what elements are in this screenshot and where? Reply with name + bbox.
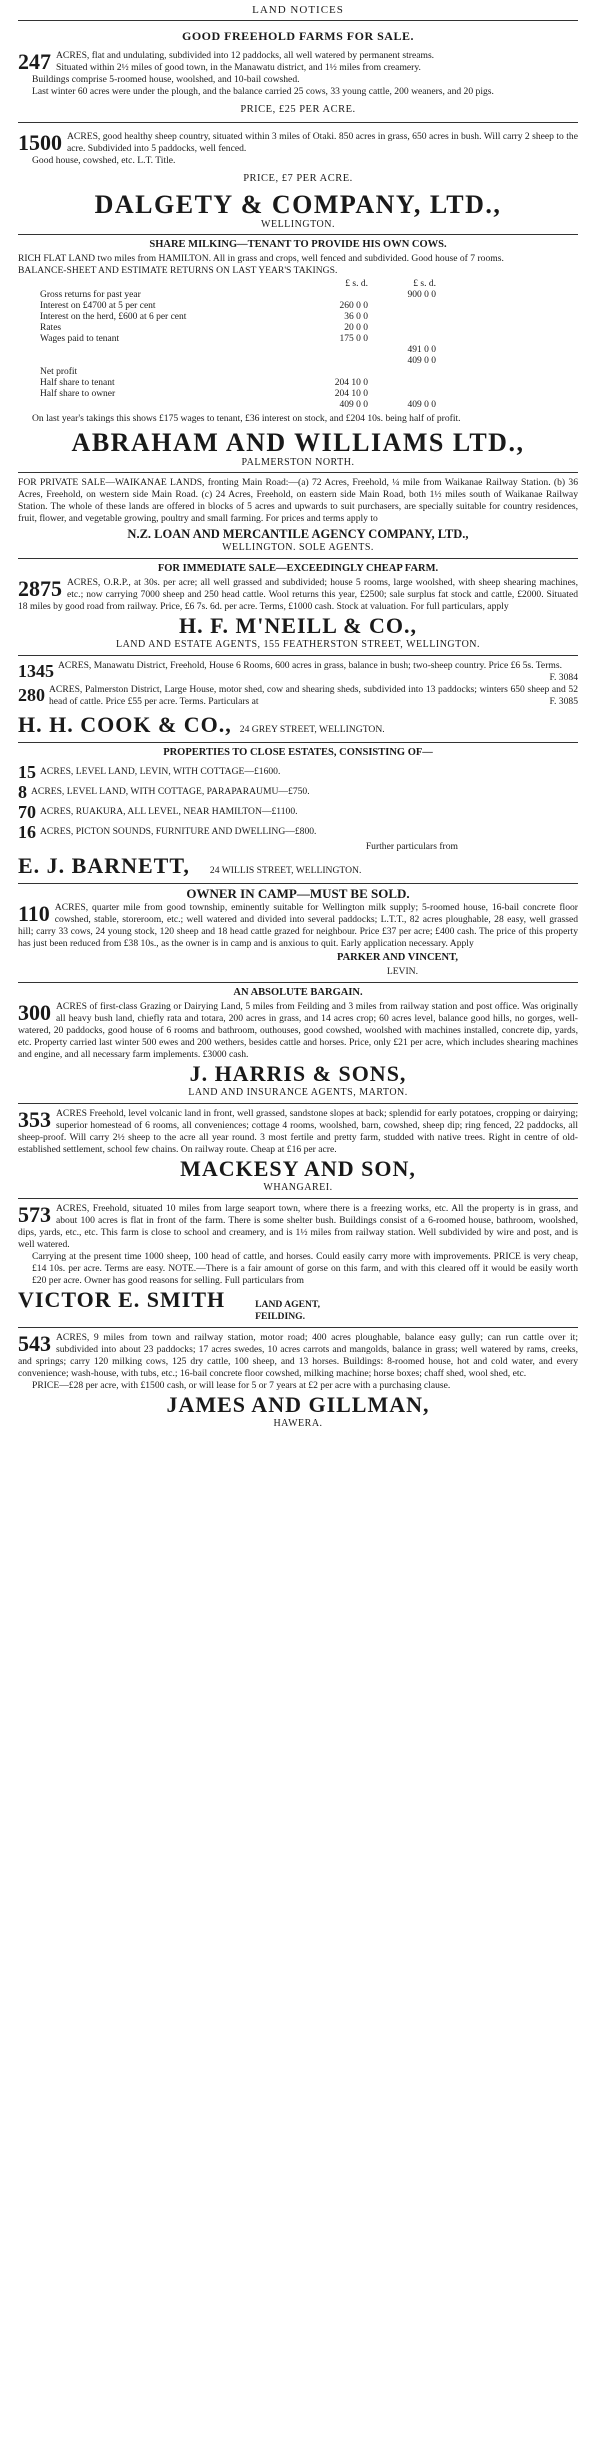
- ad-heading: SHARE MILKING—TENANT TO PROVIDE HIS OWN COWS.: [149, 239, 447, 250]
- table-row: Rates 20 0 0: [40, 323, 368, 333]
- list-item: 15 ACRES, LEVEL LAND, LEVIN, WITH COTTAGE—£1600.: [18, 762, 281, 782]
- ad-text: Good house, cowshed, etc. L.T. Title.: [32, 155, 176, 166]
- ad-text: Situated within 2½ miles of good town, in the Manawatu district, and 1½ miles from creamery.: [56, 62, 421, 73]
- listing-1345: [18, 660, 578, 684]
- ad-text: RICH FLAT LAND two miles from HAMILTON. All in grass and crops, well fenced and subdivided. Good house of 7 rooms.: [18, 253, 504, 264]
- acreage-number: 353: [18, 1107, 51, 1132]
- acreage-number: 1345: [18, 661, 54, 681]
- acreage-number: 247: [18, 49, 51, 74]
- agent-name: H. H. COOK & CO.,: [18, 712, 232, 737]
- acreage-number: 280: [18, 685, 45, 705]
- ad-price: PRICE—£28 per acre, with £1500 cash, or will lease for 5 or 7 years at £2 per acre with a purchasing clause.: [32, 1380, 451, 1391]
- ad-text: ACRES, Freehold, situated 10 miles from large seaport town, where there is a freezing works, etc. All the property is in grass, and about 100 acres is flat in front of the farm. There is some shelter bush. Buildings consist of a 6-roomed house, bathroom, woolshed, dips, yards, etc., etc. This farm is close to school and creamery, and is 1½ miles from railway station. Well subdivided by wire and post, and is well watered.: [18, 1203, 578, 1250]
- divider: [18, 1327, 578, 1328]
- agent-name: PARKER AND VINCENT,: [336, 952, 458, 963]
- divider: [18, 982, 578, 983]
- agent-place: WELLINGTON.: [261, 219, 335, 230]
- agent-name: ABRAHAM AND WILLIAMS LTD.,: [71, 428, 525, 457]
- ad-waikanae-lands: [18, 477, 578, 554]
- ad-text: Carrying at the present time 1000 sheep, 100 head of cattle, and horses. Could easily carry more with improvements. PRICE is very cheap, £14 10s. per acre. Terms are easy. NOTE.—There is a fair amount of gorse on this farm, and with this cleared off it would be easily worth £20 per acre. Owner has good reasons for selling. Full particulars from: [32, 1251, 578, 1286]
- ad-text: ACRES, 9 miles from town and railway station, motor road; 400 acres ploughable, balance easy gully; can run cattle over it; subdivided into about 23 paddocks; 17 acres swedes, 10 acres carrots and mangolds, balance in grass; well watered by rams, creeks, and springs; carry 120 milking cows, 125 dry cattle, 100 sheep, and 13 horses. Buildings: 8-roomed house, hot and cold water, and every convenience; wash-house, with tubs, etc.; 16-bail concrete floor cowshed, milking machine; horse boxes; chaff shed, wool shed, etc.: [18, 1332, 578, 1379]
- agent-place: WELLINGTON. SOLE AGENTS.: [222, 542, 374, 553]
- ad-text: ACRES, Manawatu District, Freehold, House 6 Rooms, 600 acres in grass, balance in bush; two-sheep country. Price £6 5s. Terms.: [58, 660, 562, 671]
- divider: [18, 883, 578, 884]
- ad-absolute-bargain: [18, 987, 578, 1099]
- currency-header: £ s. d.: [413, 279, 436, 289]
- ad-heading: AN ABSOLUTE BARGAIN.: [233, 987, 363, 998]
- divider: [18, 472, 578, 473]
- ad-cook-properties: [18, 660, 578, 738]
- table-row: Half share to tenant 204 10 0: [40, 378, 368, 388]
- agent-place: FEILDING.: [255, 1311, 305, 1322]
- ad-text: On last year's takings this shows £175 wages to tenant, £36 interest on stock, and £204 10s. being half of profit.: [32, 413, 461, 424]
- ad-1500-acres: [18, 131, 578, 185]
- ad-text: ACRES, good healthy sheep country, situated within 3 miles of Otaki. 850 acres in grass, 650 acres in bush. Will carry 2 sheep to the acre. Subdivided into 5 paddocks, well fenced.: [67, 131, 578, 154]
- ad-close-estates: [18, 747, 578, 879]
- reference-number: F. 3085: [549, 696, 578, 707]
- agent-name: J. HARRIS & SONS,: [189, 1061, 407, 1086]
- ad-text: ACRES, O.R.P., at 30s. per acre; all well grassed and subdivided; house 5 rooms, large woolshed, with sheep shearing machines, etc.; now carrying 7000 sheep and 250 head cattle. Wool returns this year, £2500; sale surplus fat stock and cattle, £2000. Situated 18 miles by good road from railway. Price, £6 7s. 6d. per acre. Terms, £1000 cash. Stock at valuation. For full particulars, apply: [18, 577, 578, 612]
- acreage-number: 573: [18, 1202, 51, 1227]
- ad-2875-acres: [18, 563, 578, 651]
- acreage-number: 300: [18, 1000, 51, 1025]
- agent-place: WHANGAREI.: [263, 1182, 333, 1193]
- agent-place: LAND AND ESTATE AGENTS, 155 FEATHERSTON STREET, WELLINGTON.: [115, 639, 481, 650]
- agent-name: E. J. BARNETT,: [18, 853, 190, 878]
- agent-name: DALGETY & COMPANY, LTD.,: [94, 190, 502, 219]
- divider: [18, 1103, 578, 1104]
- table-row: Wages paid to tenant 175 0 0: [40, 334, 368, 344]
- acreage-number: 543: [18, 1331, 51, 1356]
- agent-place: HAWERA.: [273, 1418, 323, 1429]
- acreage-number: 1500: [18, 130, 62, 155]
- ad-573-acres: [18, 1203, 578, 1323]
- divider: [18, 558, 578, 559]
- divider: [18, 1198, 578, 1199]
- ad-353-acres: [18, 1108, 578, 1194]
- ad-247-acres: [18, 50, 578, 116]
- divider: [18, 122, 578, 123]
- further-particulars: Further particulars from: [365, 841, 458, 852]
- table-row: 409 0 0 409 0 0: [339, 400, 436, 410]
- agent-name: H. F. M'NEILL & CO.,: [179, 613, 417, 638]
- newspaper-page: [18, 0, 578, 2443]
- section-title: GOOD FREEHOLD FARMS FOR SALE.: [182, 29, 414, 43]
- ad-text: Buildings comprise 5-roomed house, woolshed, and 10-bail cowshed.: [32, 74, 300, 85]
- agent-place: PALMERSTON NORTH.: [241, 457, 355, 468]
- ad-heading: OWNER IN CAMP—MUST BE SOLD.: [186, 886, 410, 901]
- list-item: 16 ACRES, PICTON SOUNDS, FURNITURE AND DWELLING—£800.: [18, 822, 317, 842]
- ad-text: Last winter 60 acres were under the plough, and the balance carried 25 cows, 33 young cattle, 200 weaners, and 20 pigs.: [32, 86, 494, 97]
- ad-text: ACRES of first-class Grazing or Dairying Land, 5 miles from Feilding and 3 miles from railway station and post office. Was originally all heavy bush land, chiefly rata and totara, 200 acres in grass, and 14 acres crop; 60 acres level, balance good hills, no gorges, well-watered, 20 paddocks, good house of 6 rooms and bathroom, outhouses, good cowshed, woolshed with machines installed, concrete dip, yards, etc. Property carried last winter 500 ewes and 200 wethers, besides cattle and horses. Price, only £21 per acre, which includes shearing machines and engine, and all necessary farm implements. £3000 cash.: [18, 1001, 578, 1060]
- divider: [18, 655, 578, 656]
- agent-place: LAND AND INSURANCE AGENTS, MARTON.: [188, 1087, 408, 1098]
- agent-name: MACKESY AND SON,: [180, 1156, 416, 1181]
- reference-number: F. 3084: [549, 672, 578, 683]
- price: PRICE, £7 PER ACRE.: [243, 173, 353, 184]
- table-row: Interest on the herd, £600 at 6 per cent 36 0 0: [40, 312, 368, 322]
- ad-543-acres: [18, 1332, 578, 1430]
- ad-text: FOR PRIVATE SALE—WAIKANAE LANDS, fronting Main Road:—(a) 72 Acres, Freehold, ¼ mile from Waikanae Railway Station. (b) 36 Acres, Freehold, on western side Main Road. (c) 24 Acres, Freehold, on eastern side Main Road, both 1½ miles south of Waikanae Railway Station. The whole of these lands are offered in blocks of 5 acres and upwards to suit purchasers, are specially suitable for country residences, fruit, flower, and vegetable growing, poultry and small farming. For prices and terms apply to: [18, 477, 578, 524]
- divider: [18, 20, 578, 21]
- table-row: Gross returns for past year 900 0 0: [40, 290, 436, 300]
- table-row: Interest on £4700 at 5 per cent 260 0 0: [40, 301, 368, 311]
- ad-text: ACRES, quarter mile from good township, eminently suitable for Wellington milk supply; 5-roomed house, 16-bail concrete floor cowshed, stable, storeroom, etc.; well watered and divided into several paddocks; L.T.T., 82 acres ploughable, 28 easy, well grassed hill; carry 33 cows, 24 young stock, 120 sheep and 18 head cattle grazed for neighbour. Price £37 per acre; £400 cash. The price of this property has just been reduced from £38 10s., as the owner is in camp and is anxious to quit. Early application necessary. Apply: [18, 902, 578, 949]
- currency-header: £ s. d.: [345, 279, 368, 289]
- agent-address: 24 GREY STREET, WELLINGTON.: [239, 724, 385, 735]
- agent-name: VICTOR E. SMITH: [18, 1287, 226, 1312]
- agent-name: N.Z. LOAN AND MERCANTILE AGENCY COMPANY, LTD.,: [127, 527, 469, 541]
- divider: [18, 742, 578, 743]
- table-row: 409 0 0: [407, 356, 436, 366]
- list-item: 70 ACRES, RUAKURA, ALL LEVEL, NEAR HAMILTON—£1100.: [18, 802, 298, 822]
- list-item: 8 ACRES, LEVEL LAND, WITH COTTAGE, PARAPARAUMU—£750.: [18, 782, 310, 802]
- agent-address: 24 WILLIS STREET, WELLINGTON.: [209, 865, 362, 876]
- ad-heading: FOR IMMEDIATE SALE—EXCEEDINGLY CHEAP FARM.: [157, 563, 439, 574]
- listing-280: [18, 684, 578, 708]
- ad-text: BALANCE-SHEET AND ESTIMATE RETURNS ON LAST YEAR'S TAKINGS.: [18, 265, 338, 276]
- divider: [18, 234, 578, 235]
- acreage-number: 110: [18, 901, 50, 926]
- acreage-number: 2875: [18, 576, 62, 601]
- ad-text: ACRES, Palmerston District, Large House, motor shed, cow and shearing sheds, subdivided into 13 paddocks; winters 650 sheep and 52 head of cattle. Price £55 per acre. Terms. Particulars at: [49, 684, 578, 707]
- ad-text: ACRES Freehold, level volcanic land in front, well grassed, sandstone slopes at back; splendid for early potatoes, cropping or dairying; superior homestead of 6 rooms, all conveniences; cottage 4 rooms, woolshed, barn, cowshed, sheep dip; ring fenced, 22 paddocks, all sheep-proof. Will carry 2½ sheep to the acre all year round. 3 most fertile and pretty farm, studded with native trees. Right in centre of old-established settlement, school few chains. On railway route. Cheap at £16 per acre.: [18, 1108, 578, 1155]
- table-row: Half share to owner 204 10 0: [40, 389, 368, 399]
- ad-heading: PROPERTIES TO CLOSE ESTATES, CONSISTING OF—: [163, 747, 433, 758]
- agent-name: JAMES AND GILLMAN,: [166, 1392, 430, 1417]
- balance-sheet: [36, 279, 440, 411]
- ad-text: ACRES, flat and undulating, subdivided into 12 paddocks, all well watered by permanent streams.: [56, 50, 435, 61]
- agent-place: LEVIN.: [386, 966, 418, 977]
- ad-share-milking: [18, 239, 578, 425]
- table-row: Net profit: [40, 367, 78, 377]
- table-row: 491 0 0: [407, 345, 436, 355]
- ad-owner-in-camp: [18, 888, 578, 978]
- agent-title: LAND AGENT,: [255, 1299, 320, 1310]
- price: PRICE, £25 PER ACRE.: [240, 104, 356, 115]
- page-title: LAND NOTICES: [252, 4, 344, 16]
